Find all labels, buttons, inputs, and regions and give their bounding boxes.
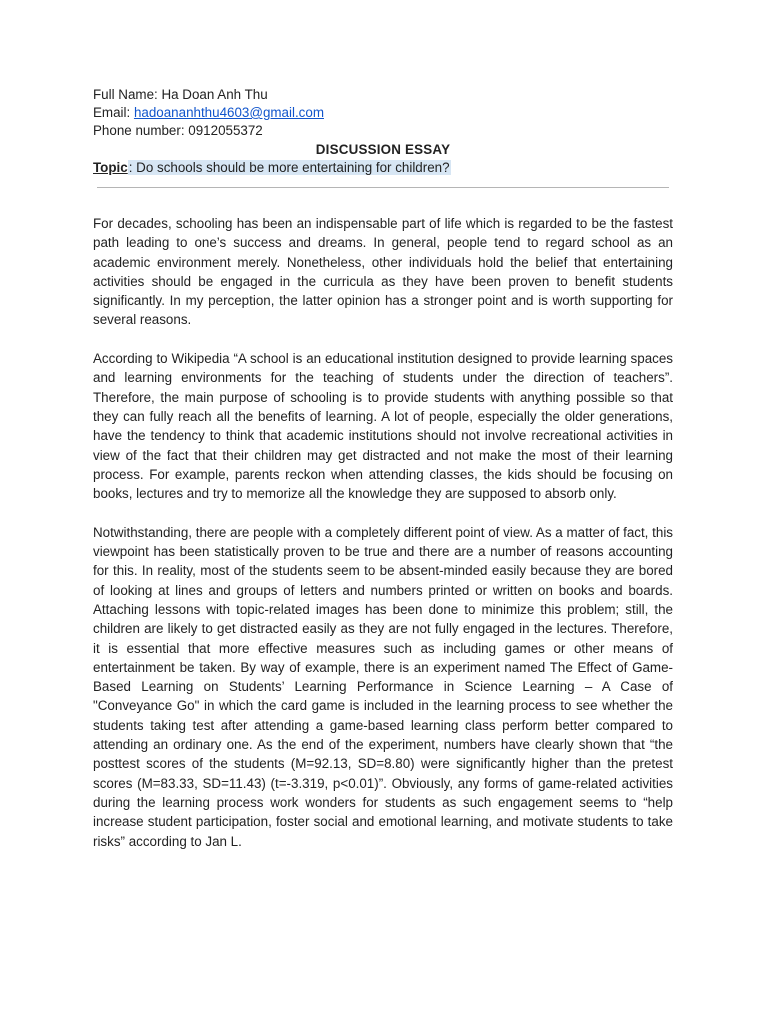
essay-title: DISCUSSION ESSAY bbox=[315, 142, 451, 157]
paragraph-supporting-view: Notwithstanding, there are people with a completely different point of view. As a matter of fact, this viewpoint has been statistically proven to be true and there are a number of reasons accounting for this. In reality, most of the students seem to be absent-minded easily because they are bored of looking at lines and groups of letters and numbers printed or written on books and boards. Attaching lessons with topic-related images has been done to minimize this problem; still, the children are likely to get distracted easily as they are not fully engaged in the lectures. Therefore, it is essential that more effective measures such as including games or other means of entertainment be taken. By way of example, there is an experiment named The Effect of Game-Based Learning on Students’ Learning Performance in Science Learning – A Case of "Conveyance Go" in which the card game is included in the learning process to see whether the students taking test after attending a game-based learning class perform better compared to attending an ordinary one. As the end of the experiment, numbers have clearly shown that “the posttest scores of the students (M=92.13, SD=8.80) were significantly higher than the pretest scores (M=83.33, SD=11.43) (t=-3.319, p<0.01)”. Obviously, any forms of game-related activities during the learning process work wonders for students as such engagement seems to “help increase student participation, foster social and emotional learning, and motivate students to take risks” according to Jan L. bbox=[93, 524, 673, 849]
horizontal-divider bbox=[97, 187, 669, 188]
topic-line bbox=[93, 159, 673, 177]
full-name: Full Name: Ha Doan Anh Thu bbox=[93, 87, 268, 102]
paragraph-opposing-view: According to Wikipedia “A school is an educational institution designed to provide learning spaces and learning environments for the teaching of students under the direction of teachers”. Therefore, the main purpose of schooling is to provide students with anything possible so that they can fully reach all the benefits of learning. A lot of people, especially the older generations, have the tendency to think that academic institutions should not involve recreational activities in view of the fact that their children may get distracted and not make the most of their learning process. For example, parents reckon when attending classes, the kids should be focusing on books, lectures and try to memorize all the knowledge they are supposed to absorb only. bbox=[93, 351, 673, 502]
phone-number: Phone number: 0912055372 bbox=[93, 123, 263, 138]
email-line bbox=[93, 104, 673, 122]
essay-body bbox=[93, 214, 673, 870]
topic-text: Do schools should be more entertaining for children? bbox=[136, 160, 450, 175]
paragraph-introduction: For decades, schooling has been an indispensable part of life which is regarded to be the fastest path leading to one’s success and dreams. In general, people tend to regard school as an academic environment merely. Nonetheless, other individuals hold the belief that entertaining activities should be engaged in the curricula as they have been proven to benefit students significantly. In my perception, the latter opinion has a stronger point and is worth supporting for several reasons. bbox=[93, 216, 673, 328]
email-link[interactable]: hadoananhthu4603@gmail.com bbox=[133, 105, 324, 120]
topic-label: Topic bbox=[93, 160, 128, 175]
topic-separator: : bbox=[128, 160, 137, 175]
topic-text-highlight bbox=[128, 160, 451, 175]
email-label: Email: bbox=[93, 105, 134, 120]
document-header bbox=[93, 86, 673, 177]
